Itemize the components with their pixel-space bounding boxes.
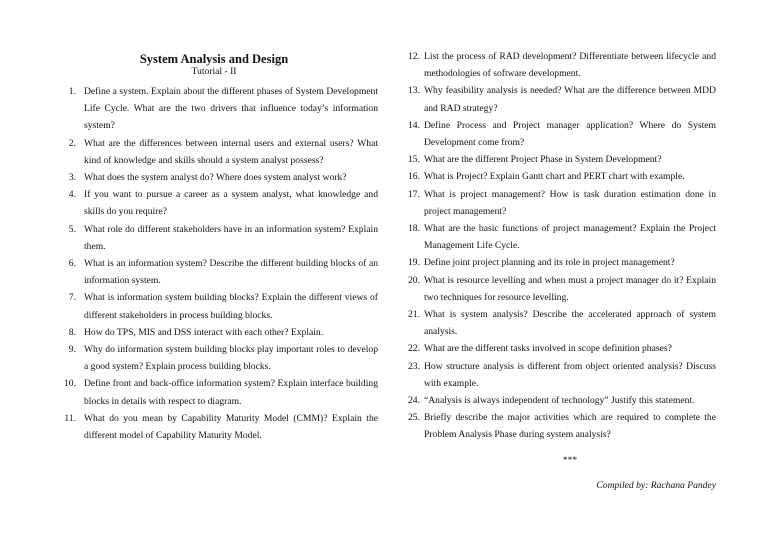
question-number: 13. — [408, 85, 420, 97]
question-number: 16. — [408, 171, 420, 183]
question-text: What role do different stakeholders have in an information system? Explain them. — [84, 223, 378, 252]
question-item — [400, 151, 716, 168]
question-number: 5. — [68, 223, 76, 235]
page-subtitle: Tutorial - II — [191, 66, 237, 77]
question-number: 3. — [68, 172, 76, 184]
page-title: System Analysis and Design — [139, 52, 289, 66]
question-text: Why feasibility analysis is needed? What are the difference between MDD and RAD strategy? — [424, 85, 716, 114]
question-text: What is an information system? Describe the different building blocks of an information system. — [84, 258, 378, 287]
question-list-right — [400, 48, 716, 444]
question-text: What is system analysis? Describe the accelerated approach of system analysis. — [424, 309, 716, 338]
question-text: What are the basic functions of project management? Explain the Project Management Life Cycle. — [424, 223, 716, 252]
question-text: Define joint project planning and its role in project management? — [424, 257, 675, 269]
question-item — [400, 306, 716, 340]
question-item — [400, 409, 716, 443]
question-number: 7. — [68, 292, 76, 304]
question-text: If you want to pursue a career as a system analyst, what knowledge and skills do you require? — [84, 189, 378, 218]
question-item — [60, 83, 378, 135]
question-text: What is project management? How is task duration estimation done in project management? — [424, 188, 716, 217]
question-item — [400, 340, 716, 357]
question-item — [60, 221, 378, 255]
question-text: List the process of RAD development? Differentiate between lifecycle and methodologies of software development. — [424, 51, 716, 80]
question-text: What do you mean by Capability Maturity Model (CMM)? Explain the different model of Capability Maturity Model. — [84, 412, 378, 442]
question-item — [400, 168, 716, 185]
question-item — [60, 135, 378, 169]
question-number: 19. — [408, 257, 420, 269]
question-text: Why do information system building blocks play important roles to develop a good system? Explain process building blocks. — [84, 344, 378, 373]
question-item — [60, 169, 378, 186]
question-number: 12. — [408, 51, 420, 62]
question-number: 23. — [408, 360, 420, 372]
question-text: Briefly describe the major activities which are required to complete the Problem Analysis Phase during system analysis? — [424, 412, 716, 441]
question-item — [400, 48, 716, 82]
question-text: How structure analysis is different from object oriented analysis? Discuss with example. — [424, 360, 716, 389]
question-number: 21. — [408, 309, 420, 321]
question-text: What does the system analyst do? Where does system analyst work? — [84, 172, 347, 184]
question-number: 6. — [68, 258, 76, 270]
compiled-by: Compiled by: Rachana Pandey — [596, 480, 716, 491]
question-text: What are the different tasks involved in scope definition phases? — [424, 343, 672, 355]
question-item — [400, 254, 716, 271]
question-item — [60, 375, 378, 409]
question-text: What is Project? Explain Gantt chart and PERT chart with example. — [424, 171, 685, 183]
question-item — [60, 186, 378, 220]
question-item — [60, 289, 378, 323]
question-number: 9. — [68, 344, 76, 356]
question-number: 18. — [408, 223, 420, 235]
separator-stars: *** — [562, 455, 578, 466]
question-text: What are the different Project Phase in System Development? — [424, 154, 662, 166]
question-item — [60, 255, 378, 289]
question-item — [400, 392, 716, 409]
question-item — [400, 272, 716, 306]
question-item — [400, 358, 716, 392]
question-item — [400, 220, 716, 254]
question-number: 24. — [408, 395, 420, 407]
question-text: Define Process and Project manager application? Where do System Development come from? — [424, 119, 716, 149]
question-text: “Analysis is always independent of technology” Justify this statement. — [424, 395, 695, 407]
question-number: 20. — [408, 274, 420, 286]
question-item — [60, 341, 378, 375]
question-item — [400, 117, 716, 151]
question-item — [60, 324, 378, 341]
question-text: How do TPS, MIS and DSS interact with each other? Explain. — [84, 326, 324, 338]
question-number: 1. — [68, 86, 76, 97]
question-text: What are the differences between internal users and external users? What kind of knowledge and skills should a system analyst possess? — [84, 137, 378, 166]
question-number: 25. — [408, 412, 420, 424]
question-number: 14. — [408, 119, 420, 131]
question-item — [400, 82, 716, 116]
question-text: What is information system building blocks? Explain the different views of different stakeholders in process building blocks. — [84, 292, 378, 321]
question-text: Define a system. Explain about the different phases of System Development Life Cycle. What are the two drivers that influence today’s information system? — [84, 86, 378, 132]
question-number: 8. — [68, 326, 76, 338]
question-number: 4. — [68, 189, 76, 201]
question-number: 22. — [408, 343, 420, 355]
question-item — [400, 186, 716, 220]
question-number: 15. — [408, 154, 420, 166]
question-text: Define front and back-office information system? Explain interface building blocks in details with respect to diagram. — [84, 378, 378, 407]
question-item — [60, 410, 378, 444]
question-number: 10. — [64, 378, 76, 390]
question-number: 2. — [68, 137, 76, 149]
question-text: What is resource levelling and when must a project manager do it? Explain two techniques for resource levelling. — [424, 274, 716, 303]
question-list-left — [60, 83, 378, 444]
question-number: 11. — [64, 412, 76, 424]
question-number: 17. — [408, 188, 420, 200]
